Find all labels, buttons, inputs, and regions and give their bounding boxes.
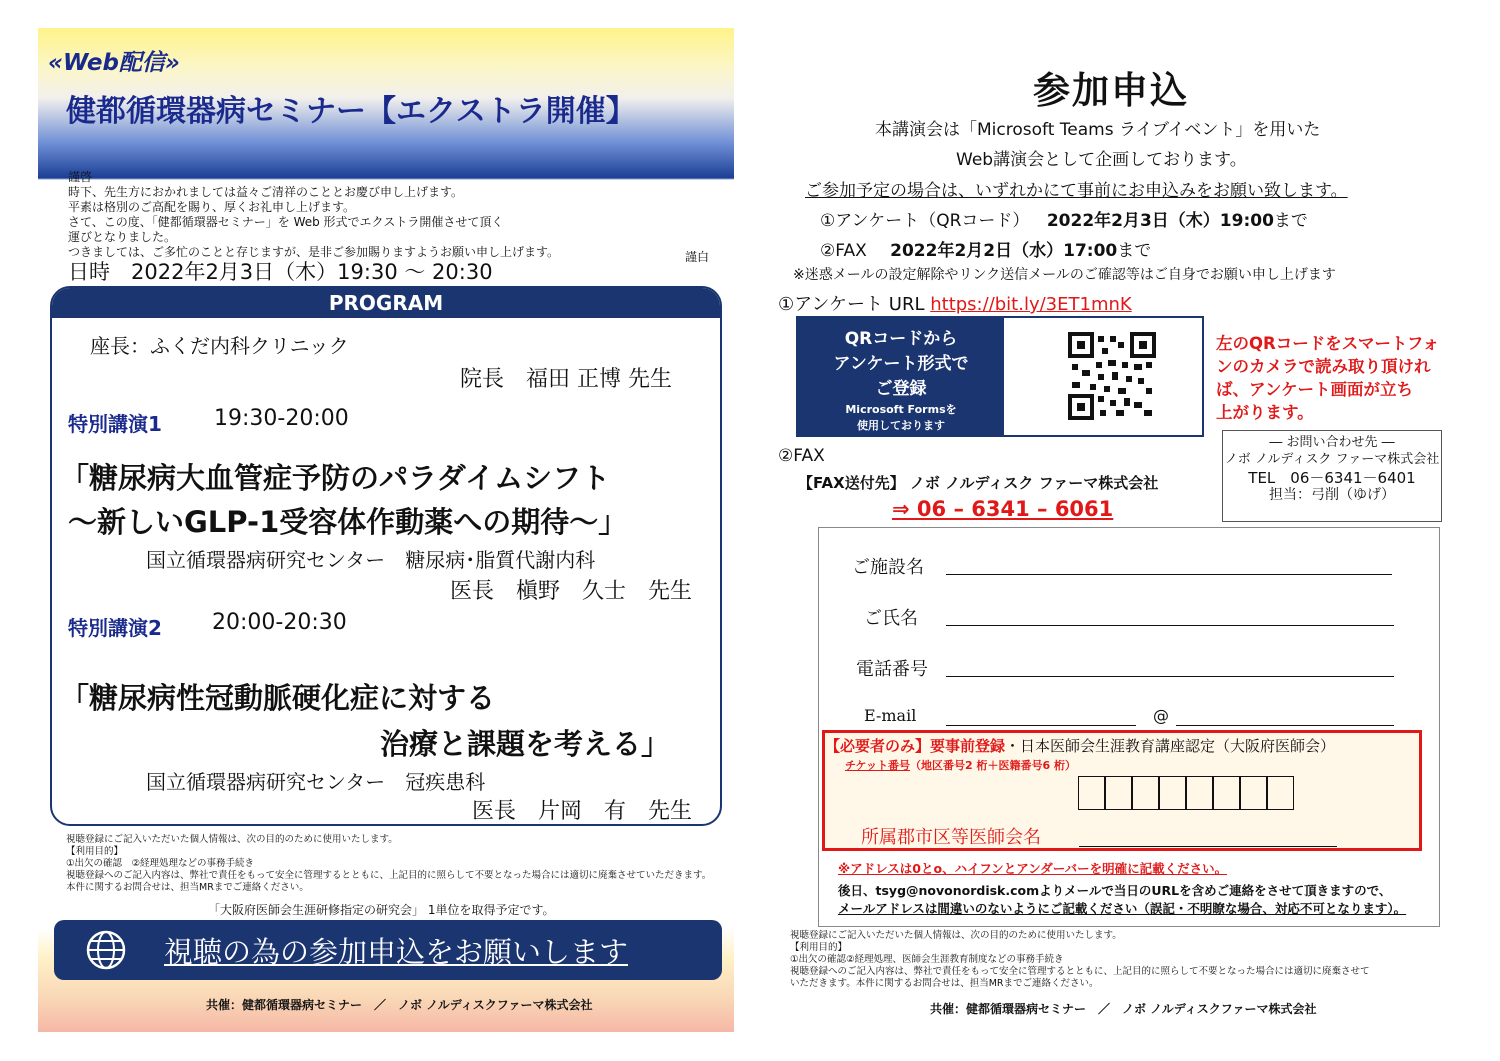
ticket-digit-cell[interactable]	[1213, 776, 1240, 810]
qr-help-line: 左のQRコードをスマートフォ	[1216, 334, 1440, 353]
email-domain-field[interactable]	[1176, 725, 1394, 726]
greeting-line: つきましては、ご多忙のことと存じますが、是非ご参加賜りますようお願い申し上げます。	[68, 245, 560, 259]
note-line: 【利用目的】	[790, 942, 848, 953]
ticket-digit-cell[interactable]	[1159, 776, 1186, 810]
deadline-survey-date: 2022年2月3日（木）19:00	[1046, 211, 1274, 231]
survey-url-row	[778, 290, 1132, 316]
ticket-digit-cell[interactable]	[1186, 776, 1213, 810]
cme-certification: ・日本医師会生涯教育講座認定（大阪府医師会）	[1005, 737, 1336, 755]
address-note: ※アドレスは0とo、ハイフンとアンダーバーを明確に記載ください。	[838, 861, 1228, 876]
ticket-digit-cell[interactable]	[1240, 776, 1267, 810]
left-flyer	[38, 28, 734, 1032]
lecture2-label: 特別講演2	[68, 616, 162, 640]
greeting-line: さて、この度、「健都循環器セミナー」を Web 形式でエクストラ開催させて頂く	[68, 215, 504, 229]
closing-word: 謹白	[685, 250, 710, 264]
cme-heading	[825, 735, 1335, 756]
greeting-text	[68, 170, 708, 260]
note-line: 視聴登録にご記入いただいた個人情報は、次の目的のために使用いたします。	[66, 834, 398, 845]
seminar-title: 健都循環器病セミナー【エクストラ開催】	[66, 94, 636, 129]
ticket-digit-cell[interactable]	[1105, 776, 1132, 810]
deadline-fax	[820, 236, 1151, 261]
qr-text: アンケート形式で	[833, 354, 969, 374]
note-line: いただきます。本件に関するお問合せは、担当MRまでご連絡ください。	[790, 978, 1099, 989]
contact-person: 担当：弓削（ゆげ）	[1269, 487, 1395, 503]
qr-help-line: ンのカメラで読み取り頂けれ	[1216, 357, 1431, 376]
qr-instructions	[798, 318, 1004, 435]
qr-panel	[796, 316, 1204, 437]
ticket-hint: （地区番号2 桁＋医籍番号6 桁）	[910, 759, 1076, 772]
qr-text: Microsoft Formsを	[845, 403, 957, 416]
qr-help-line: 上がります。	[1216, 403, 1314, 422]
association-field[interactable]	[1079, 846, 1337, 847]
chair: 座長：ふくだ内科クリニック	[90, 334, 349, 358]
email-local-field[interactable]	[946, 725, 1136, 726]
privacy-notes-right	[790, 930, 1370, 990]
lecture2-title-line1: 「糖尿病性冠動脈硬化症に対する	[60, 681, 496, 715]
qr-text: ご登録	[875, 379, 927, 399]
program-header: PROGRAM	[52, 288, 720, 318]
cme-required: 【必要者のみ】要事前登録	[825, 737, 1006, 755]
deadline-fax-label: ②FAX	[820, 241, 867, 261]
ticket-digit-cell[interactable]	[1132, 776, 1159, 810]
greeting-line: 平素は格別のご高配を賜り、厚くお礼申し上げます。	[68, 200, 356, 214]
contact-heading: ― お問い合わせ先 ―	[1269, 435, 1395, 450]
deadline-fax-suffix: まで	[1117, 241, 1152, 261]
note-line: ①出欠の確認 ②経理処理などの事務手続き	[66, 858, 255, 869]
program-box	[50, 286, 722, 826]
facility-label: ご施設名	[852, 557, 924, 578]
deadline-survey	[820, 206, 1308, 231]
privacy-notes	[66, 834, 726, 894]
phone-label: 電話番号	[856, 659, 928, 680]
event-datetime: 日時 2022年2月3日（木）19:30 ～ 20:30	[68, 260, 493, 284]
note-line: ①出欠の確認②経理処理、医師会生涯教育制度などの事務手続き	[790, 954, 1064, 965]
lecture2-speaker: 医長 片岡 有 先生	[472, 799, 693, 824]
registration-link[interactable]: 視聴の為の参加申込をお願いします	[164, 935, 629, 969]
name-field[interactable]	[946, 625, 1394, 626]
survey-url-label: ①アンケート URL	[778, 294, 925, 315]
intro-line1: 本講演会は「Microsoft Teams ライブイベント」を用いた	[875, 120, 1321, 140]
cme-credit: 「大阪府医師会生涯研修指定の研究会」 1単位を取得予定です。	[208, 903, 555, 917]
intro-line2: Web講演会として企画しております。	[956, 150, 1247, 170]
name-label: ご氏名	[864, 608, 918, 629]
lecture1-title-line2: ～新しいGLP-1受容体作動薬への期待～」	[68, 505, 628, 539]
contact-company: ノボ ノルディスク ファーマ株式会社	[1224, 452, 1440, 467]
survey-url-link[interactable]: https://bit.ly/3ET1mnK	[930, 294, 1132, 315]
lecture1-speaker: 医長 槇野 久士 先生	[450, 579, 693, 604]
qr-text: QRコードから	[844, 329, 958, 349]
cohost-right: 共催：健都循環器病セミナー ／ ノボ ノルディスクファーマ株式会社	[930, 1002, 1317, 1016]
lecture1-affiliation: 国立循環器病研究センター 糖尿病･脂質代謝内科	[146, 548, 596, 572]
lecture1-time: 19:30-20:00	[214, 406, 349, 431]
note-line: 視聴登録へのご記入内容は、弊社で責任をもって安全に管理するとともに、上記目的に照らして不要となった場合には適切に廃棄させて	[790, 966, 1370, 977]
ticket-digit-cell[interactable]	[1267, 776, 1294, 810]
email-label: E-mail	[864, 706, 917, 725]
globe-icon	[84, 928, 128, 972]
intro-line3: ご参加予定の場合は、いずれかにて事前にお申込みをお願い致します。	[805, 181, 1348, 201]
fax-destination: 【FAX送付先】 ノボ ノルディスク ファーマ株式会社	[798, 474, 1159, 492]
chair-name: 院長 福田 正博 先生	[460, 367, 672, 392]
phone-field[interactable]	[946, 676, 1394, 677]
qr-help-text	[1216, 332, 1439, 424]
application-title: 参加申込	[1033, 69, 1189, 112]
contact-phone: TEL 06－6341－6401	[1248, 469, 1416, 487]
facility-field[interactable]	[946, 574, 1392, 575]
email-note-1: 後日、tsyg@novonordisk.comよりメールで当日のURLを含めご連絡をさせて頂きますので、	[838, 883, 1392, 898]
at-sign: @	[1153, 706, 1169, 725]
email-note-2: メールアドレスは間違いのないようにご記載ください（誤記・不明瞭な場合、対応不可となります）。	[838, 901, 1407, 916]
lecture1-title-line1: 「糖尿病大血管症予防のパラダイムシフト	[60, 461, 611, 495]
note-line: 【利用目的】	[66, 846, 124, 857]
note-line: 本件に関するお問合せは、担当MRまでご連絡ください。	[66, 882, 309, 893]
fax-number: ⇒ 06 – 6341 – 6061	[892, 497, 1114, 521]
ticket-label: チケット番号	[845, 759, 911, 772]
qr-help-line: ば、アンケート画面が立ち	[1216, 380, 1414, 399]
deadline-survey-label: ①アンケート（QRコード）	[820, 211, 1030, 231]
lecture2-time: 20:00-20:30	[212, 610, 347, 635]
web-delivery-label: «Web配信»	[48, 50, 180, 76]
ticket-row	[845, 757, 1076, 773]
contact-box	[1222, 430, 1442, 522]
note-line: 視聴登録にご記入いただいた個人情報は、次の目的のために使用いたします。	[790, 930, 1122, 941]
lecture2-affiliation: 国立循環器病研究センター 冠疾患科	[146, 770, 486, 794]
qr-text: 使用しております	[857, 419, 945, 432]
cohost-left: 共催：健都循環器病セミナー ／ ノボ ノルディスクファーマ株式会社	[206, 998, 593, 1012]
greeting-line: 運びとなりました。	[68, 230, 177, 244]
deadline-fax-date: 2022年2月2日（水）17:00	[890, 241, 1118, 261]
lecture1-label: 特別講演1	[68, 412, 162, 436]
email-caution: ※迷惑メールの設定解除やリンク送信メールのご確認等はご自身でお願い申し上げます	[793, 267, 1336, 283]
note-line: 視聴登録へのご記入内容は、弊社で責任をもって安全に管理するとともに、上記目的に照らして不要となった場合には適切に廃棄させていただきます。	[66, 870, 712, 881]
ticket-digit-cell[interactable]	[1078, 776, 1105, 810]
greeting-line: 時下、先生方におかれましては益々ご清祥のこととお慶び申し上げます。	[68, 185, 464, 199]
registration-banner[interactable]	[54, 920, 722, 980]
association-label: 所属郡市区等医師会名	[861, 827, 1041, 848]
greeting-line: 謹啓	[68, 170, 93, 184]
deadline-survey-suffix: まで	[1273, 211, 1308, 231]
lecture2-title-line2: 治療と課題を考える」	[380, 727, 671, 761]
qr-code-icon[interactable]	[1068, 332, 1156, 420]
fax-section-label: ②FAX	[778, 446, 825, 466]
